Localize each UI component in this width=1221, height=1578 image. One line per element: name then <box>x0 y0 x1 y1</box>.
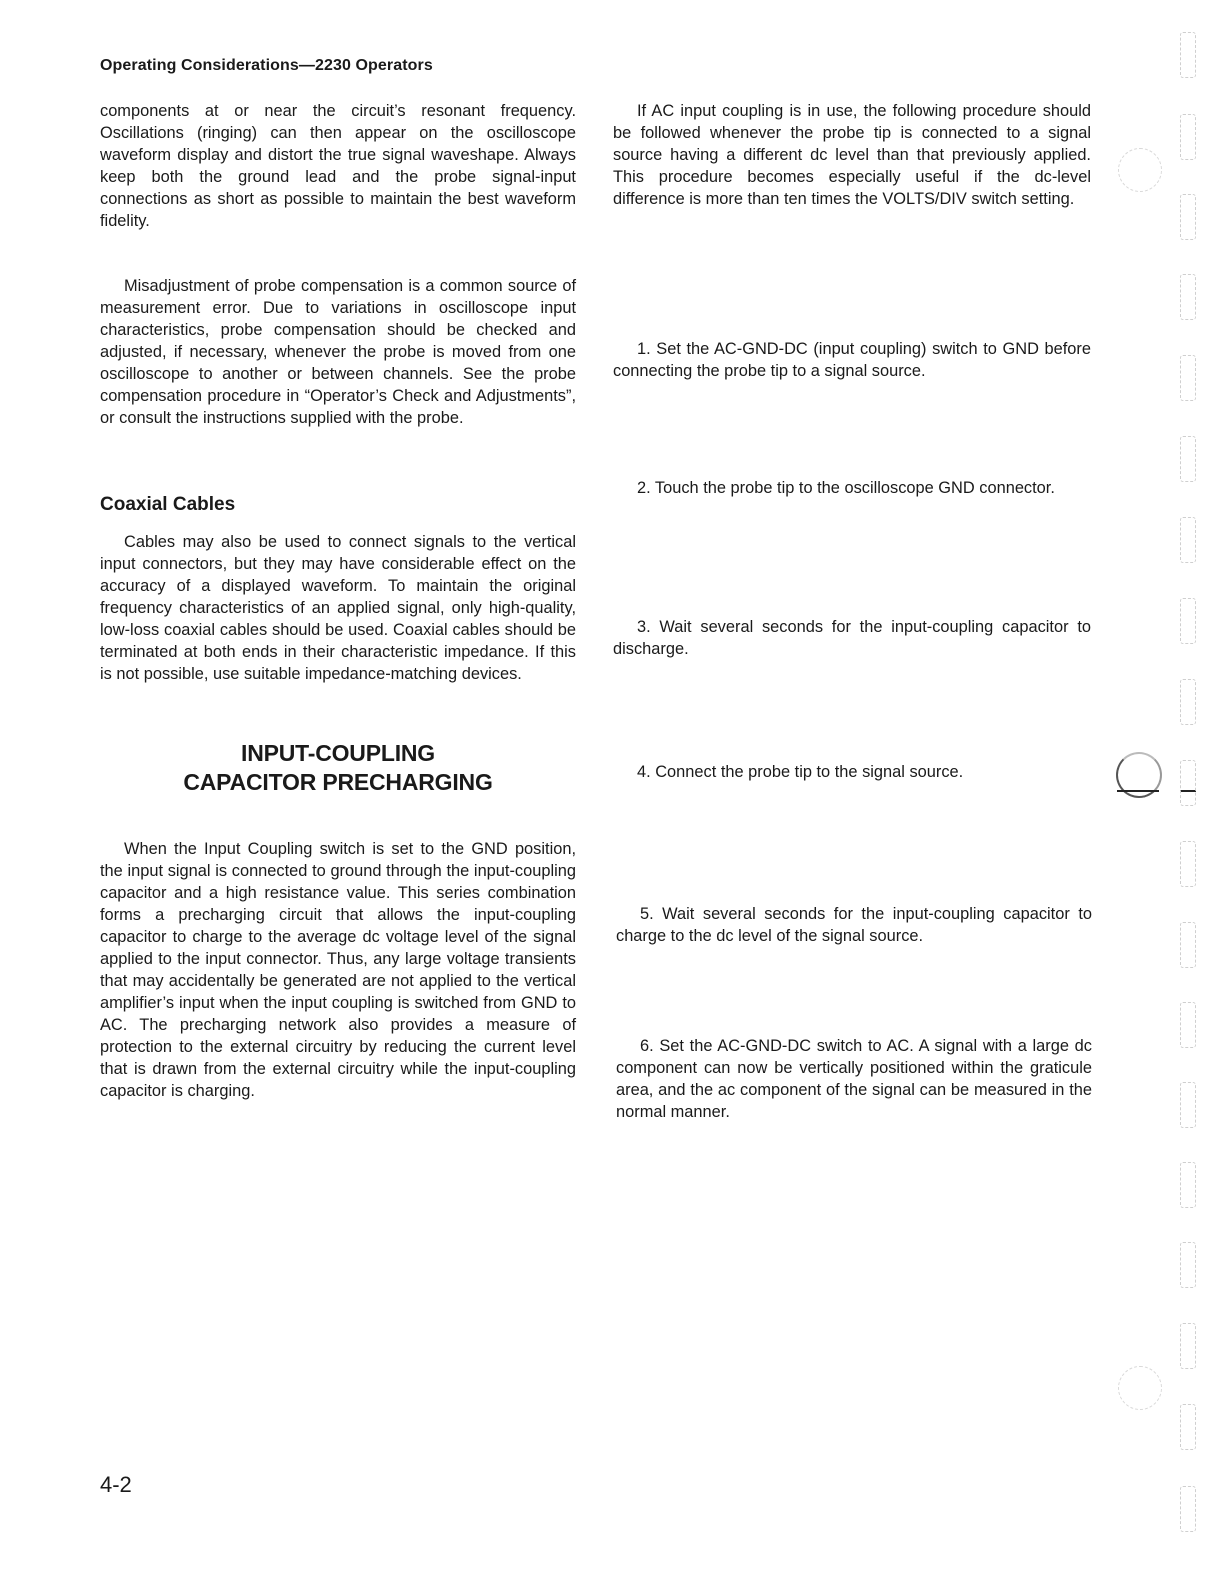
punch-slot-icon <box>1180 436 1196 482</box>
punch-slot-icon <box>1180 679 1196 725</box>
step-3-text: 3. Wait several seconds for the input-coupling capacitor to discharge. <box>613 618 1091 658</box>
right-column-intro-block <box>613 100 1091 210</box>
left-column-para-2-block <box>100 275 576 429</box>
paragraph-ac-coupling-intro: If AC input coupling is in use, the following procedure should be followed whenever the probe tip is connected to a signal source having a different dc level than that previously applied. This procedure becomes especially useful if the dc-level difference is more than ten times the VOLTS/DIV switch setting. <box>613 102 1091 208</box>
punch-slot-icon <box>1180 1404 1196 1450</box>
punch-slot-icon <box>1180 1486 1196 1532</box>
step-2-text: 2. Touch the probe tip to the oscilloscope GND connector. <box>637 479 1055 497</box>
coaxial-cables-heading: Coaxial Cables <box>100 494 236 515</box>
paragraph-coaxial-cables: Cables may also be used to connect signals to the vertical input connectors, but they may have considerable effect on the accuracy of a displayed waveform. To maintain the original frequency characteristics of an applied signal, only high-quality, low-loss coaxial cables should be used. Coaxial cables should be terminated at both ends in their characteristic impedance. If this is not possible, use suitable impedance-matching devices. <box>100 533 576 683</box>
punch-slot-icon <box>1180 517 1196 563</box>
punch-slot-icon <box>1180 194 1196 240</box>
section-title-line-2: CAPACITOR PRECHARGING <box>183 769 493 795</box>
punch-slot-icon <box>1180 1323 1196 1369</box>
procedure-step-1 <box>613 338 1091 382</box>
punch-slot-icon <box>1180 1082 1196 1128</box>
punch-slot-icon <box>1180 598 1196 644</box>
procedure-step-3 <box>613 616 1091 660</box>
paragraph-probe-compensation: Misadjustment of probe compensation is a common source of measurement error. Due to variations in oscilloscope input characteristics, probe compensation should be checked and adjusted, if necessary, whenever the probe is moved from one oscilloscope to another or between channels. See the probe compensation procedure in “Operator’s Check and Adjustments”, or consult the instructions supplied with the probe. <box>100 277 576 427</box>
left-column-para-1-block <box>100 100 576 232</box>
step-1-text: 1. Set the AC-GND-DC (input coupling) switch to GND before connecting the probe tip to a signal source. <box>613 340 1091 380</box>
procedure-step-5 <box>616 903 1092 947</box>
punch-slot-icon <box>1180 355 1196 401</box>
procedure-step-2 <box>613 477 1091 499</box>
binder-hole-bottom-icon <box>1118 1366 1162 1410</box>
section-title-line-1: INPUT-COUPLING <box>241 740 435 766</box>
step-4-text: 4. Connect the probe tip to the signal source. <box>637 763 964 781</box>
punch-slot-icon <box>1180 922 1196 968</box>
punch-slot-icon <box>1180 1162 1196 1208</box>
punch-slot-icon <box>1180 32 1196 78</box>
step-5-text: 5. Wait several seconds for the input-coupling capacitor to charge to the dc level of the signal source. <box>616 905 1092 945</box>
paragraph-precharging: When the Input Coupling switch is set to the GND position, the input signal is connected to ground through the input-coupling capacitor and a high resistance value. This series combination forms a precharging circuit that allows the input-coupling capacitor to charge to the average dc voltage level of the signal applied to the input connector. Thus, any large voltage transients that may accidentally be generated are not applied to the vertical amplifier’s input when the input coupling is switched from GND to AC. The precharging network also provides a measure of protection to the external circuitry by reducing the current level that is drawn from the external circuitry while the input-coupling capacitor is charging. <box>100 840 576 1100</box>
precharge-block <box>100 838 576 1102</box>
coaxial-cables-block <box>100 531 576 685</box>
punch-slot-icon <box>1180 760 1196 806</box>
procedure-step-6 <box>616 1035 1092 1123</box>
running-header: Operating Considerations—2230 Operators <box>100 57 433 74</box>
punch-slot-icon <box>1180 841 1196 887</box>
paragraph-ringing: components at or near the circuit’s resonant frequency. Oscillations (ringing) can then appear on the oscilloscope waveform display and distort the true signal waveshape. Always keep both the ground lead and the probe signal-input connections as short as possible to maintain the best waveform fidelity. <box>100 102 576 230</box>
binder-punch-strip <box>1174 0 1214 1578</box>
binder-hole-top-icon <box>1118 148 1162 192</box>
punch-slot-icon <box>1180 1242 1196 1288</box>
page-number: 4-2 <box>100 1472 132 1497</box>
procedure-step-4 <box>613 761 1091 783</box>
section-title <box>100 739 576 797</box>
step-6-text: 6. Set the AC-GND-DC switch to AC. A signal with a large dc component can now be vertically positioned within the graticule area, and the ac component of the signal can be measured in the normal manner. <box>616 1037 1092 1121</box>
binder-mark-line <box>1117 790 1159 792</box>
punch-slot-icon <box>1180 274 1196 320</box>
punch-slot-icon <box>1180 114 1196 160</box>
punch-slot-icon <box>1180 1002 1196 1048</box>
